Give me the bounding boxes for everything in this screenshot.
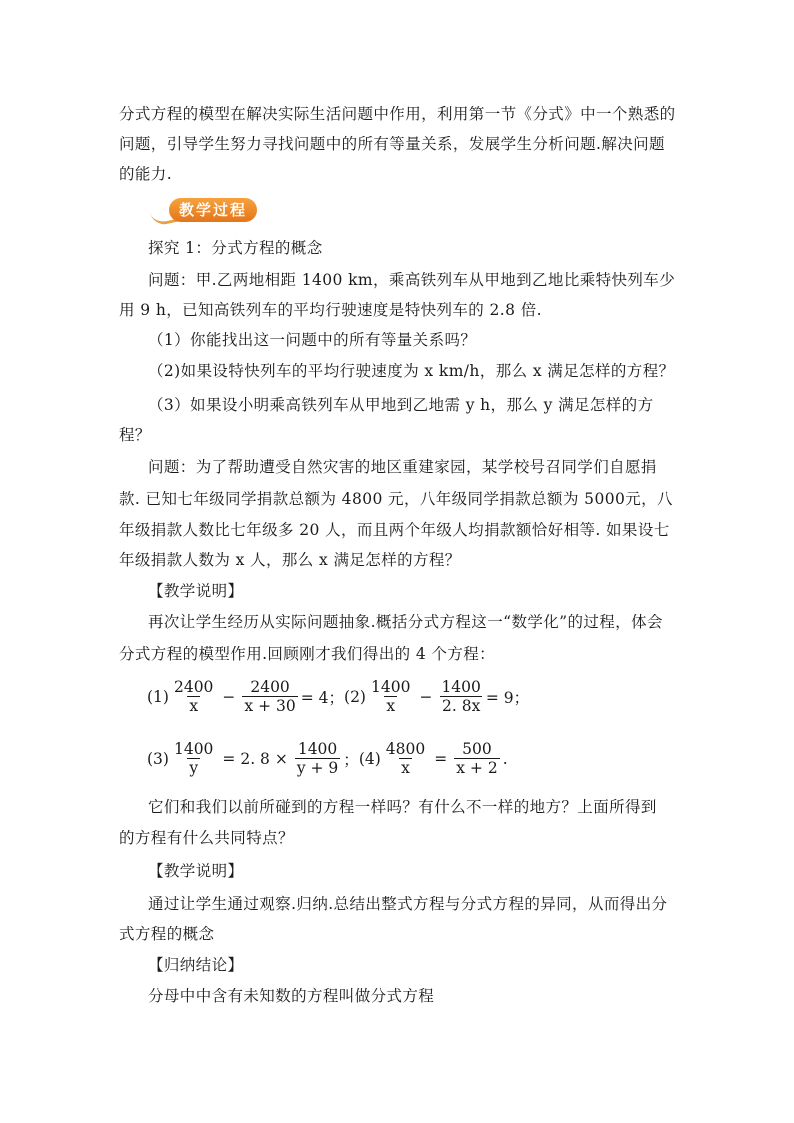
fraction	[369, 678, 412, 715]
fraction	[172, 678, 215, 715]
denominator: x	[189, 697, 199, 715]
numerator: 1400	[297, 740, 338, 758]
operator: =	[434, 749, 448, 768]
denominator: x + 30	[244, 697, 296, 715]
equation-end: .	[502, 749, 508, 768]
fraction	[439, 678, 482, 715]
operator: = 2. 8 ×	[222, 749, 288, 768]
teaching-note-line: 分式方程的模型作用.回顾刚才我们得出的 4 个方程：	[119, 645, 496, 663]
denominator: x + 2	[456, 759, 498, 777]
conclusion-text: 分母中中含有未知数的方程叫做分式方程	[148, 987, 435, 1005]
question-line: 问题：甲.乙两地相距 1400 km，乘高铁列车从甲地到乙地比乘特快列车少	[148, 271, 676, 289]
denominator: y	[189, 759, 199, 777]
question-line: 问题：为了帮助遭受自然灾害的地区重建家园，某学校号召同学们自愿捐	[148, 458, 657, 476]
teaching-note-title: 【教学说明】	[148, 862, 244, 880]
numerator: 1400	[173, 740, 214, 758]
explore-heading: 探究 1：分式方程的概念	[148, 239, 323, 257]
operator: −	[419, 687, 433, 706]
denominator: x	[386, 697, 396, 715]
equation-label: (3)	[147, 749, 169, 768]
section-badge	[151, 196, 261, 226]
sub-question-2: （2)如果设特快列车的平均行驶速度为 x km/h，那么 x 满足怎样的方程？	[148, 362, 675, 380]
question-line: 年级捐款人数为 x 人，那么 x 满足怎样的方程？	[119, 551, 461, 569]
paragraph-line: 它们和我们以前所碰到的方程一样吗？有什么不一样的地方？上面所得到	[148, 798, 657, 816]
numerator: 2400	[173, 678, 214, 696]
teaching-note-line: 式方程的概念	[119, 925, 215, 943]
fraction	[384, 740, 427, 777]
equation-row	[147, 678, 529, 715]
numerator: 1400	[370, 678, 411, 696]
paragraph-line: 的能力.	[119, 165, 173, 183]
denominator: 2. 8x	[442, 697, 481, 715]
fraction	[242, 678, 297, 715]
paragraph-line: 问题，引导学生努力寻找问题中的所有等量关系，发展学生分析问题.解决问题	[119, 135, 665, 153]
equation-end: ；	[343, 750, 359, 769]
operator: −	[222, 687, 236, 706]
teaching-note-line: 通过让学生通过观察.归纳.总结出整式方程与分式方程的异同，从而得出分	[148, 895, 668, 913]
equation-label: (1)	[147, 687, 169, 706]
conclusion-title: 【归纳结论】	[148, 956, 244, 974]
equation-row	[147, 740, 508, 777]
fraction	[172, 740, 215, 777]
denominator: y + 9	[296, 759, 339, 777]
denominator: x	[401, 759, 410, 777]
question-line: 年级捐款人数比七年级多 20 人，而且两个年级人均捐款额恰好相等. 如果设七	[119, 521, 670, 539]
paragraph-line: 的方程有什么共同特点？	[119, 829, 294, 847]
teaching-note-title: 【教学说明】	[148, 582, 244, 600]
question-line: 用 9 h，已知高铁列车的平均行驶速度是特快列车的 2.8 倍.	[119, 301, 542, 319]
numerator: 2400	[250, 678, 290, 696]
sub-question-3-cont: 程？	[119, 426, 151, 444]
fraction	[295, 740, 340, 777]
question-line: 款. 已知七年级同学捐款总额为 4800 元，八年级同学捐款总额为 5000元，八	[119, 490, 673, 508]
equation-label: (2)	[344, 687, 366, 706]
numerator: 500	[462, 740, 492, 758]
equation-rhs: = 9；	[485, 688, 530, 707]
sub-question-1: （1）你能找出这一问题中的所有等量关系吗？	[148, 331, 477, 349]
equation-label: (4)	[358, 749, 381, 768]
teaching-note-line: 再次让学生经历从实际问题抽象.概括分式方程这一“数学化”的过程，体会	[148, 613, 663, 631]
numerator: 4800	[385, 740, 426, 758]
fraction	[454, 740, 499, 777]
paragraph-line: 分式方程的模型在解决实际生活问题中作用，利用第一节《分式》中一个熟悉的	[119, 105, 676, 123]
sub-question-3: （3）如果设小明乘高铁列车从甲地到乙地需 y h，那么 y 满足怎样的方	[148, 396, 654, 414]
section-badge-label: 教学过程	[169, 198, 257, 222]
numerator: 1400	[441, 678, 481, 696]
equation-rhs: = 4；	[300, 688, 345, 707]
